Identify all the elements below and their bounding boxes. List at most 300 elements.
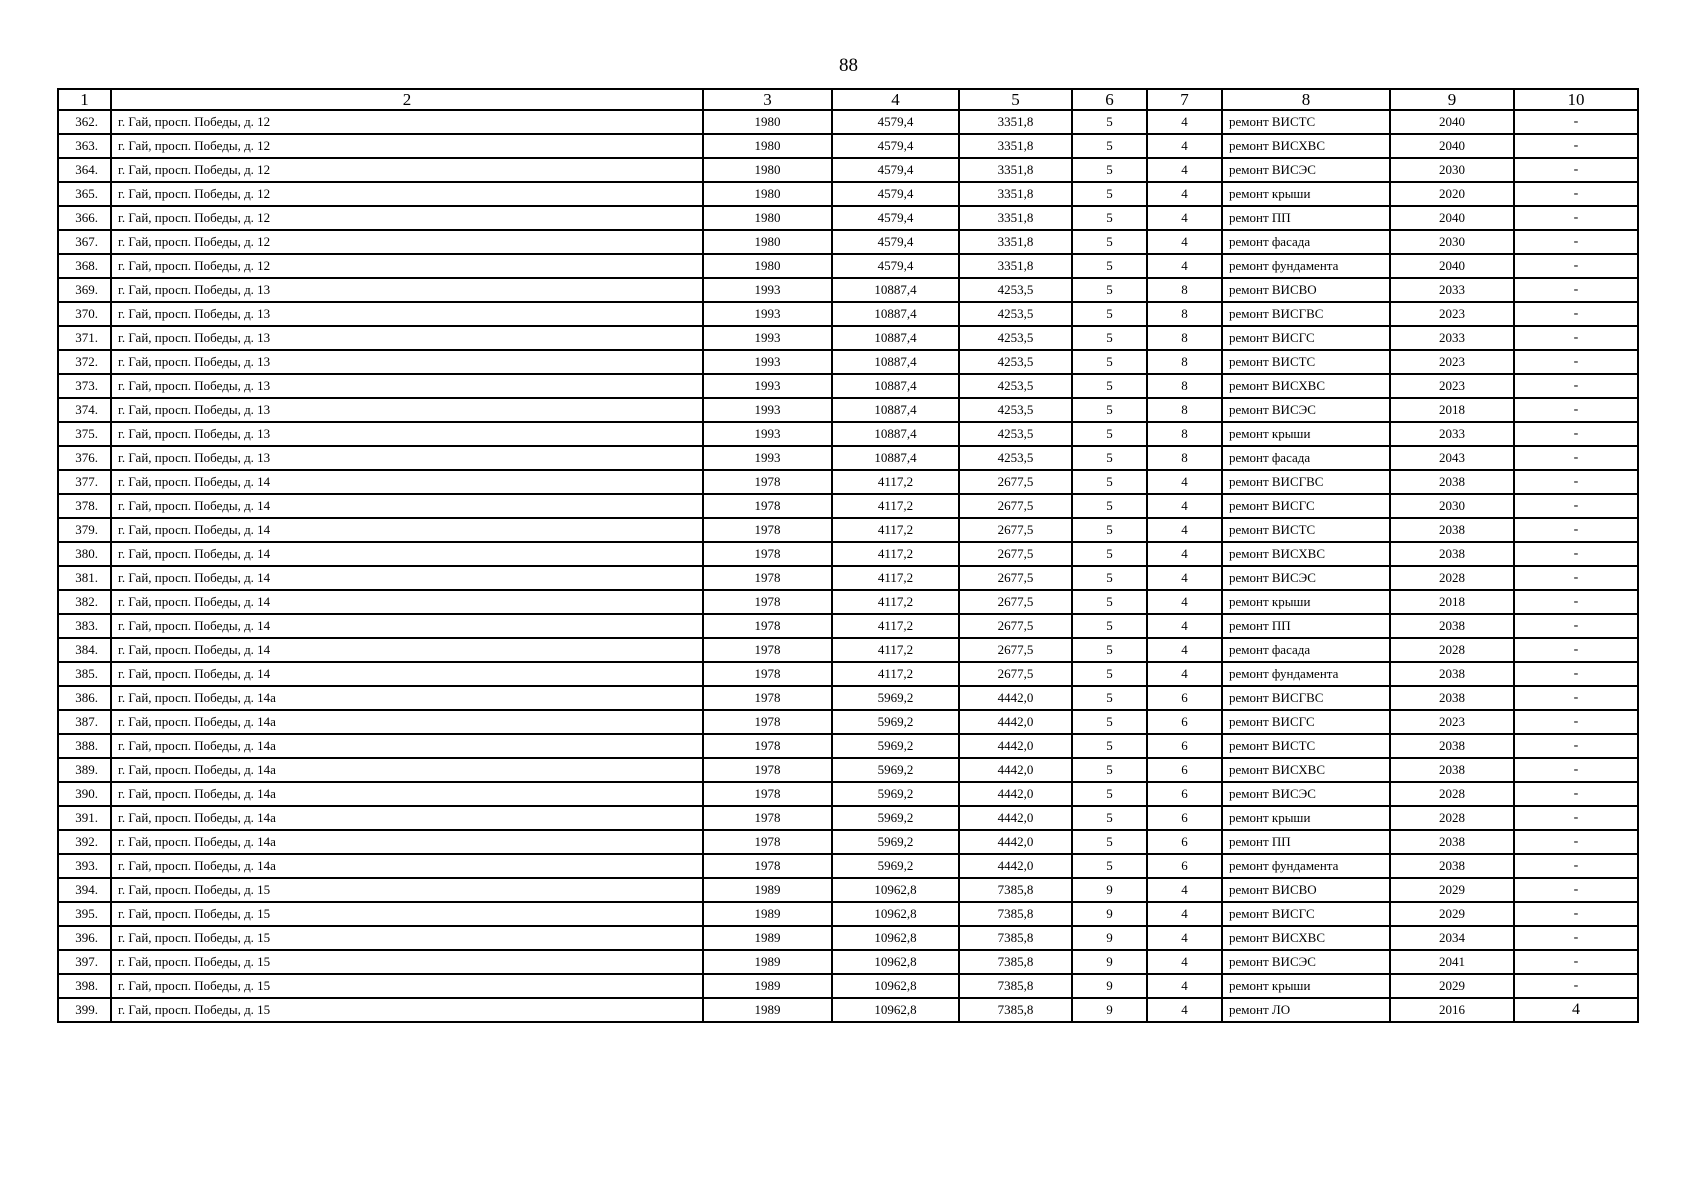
living-area-cell: 4253,5 [959, 326, 1072, 350]
work-type-cell: ремонт ВИСТС [1222, 350, 1390, 374]
year-built-cell: 1978 [703, 590, 832, 614]
living-area-cell: 3351,8 [959, 206, 1072, 230]
table-row [58, 422, 1638, 446]
living-area-cell: 2677,5 [959, 518, 1072, 542]
column-10-cell: - [1514, 182, 1638, 206]
living-area-cell: 7385,8 [959, 926, 1072, 950]
column-10-cell: - [1514, 902, 1638, 926]
entrances-cell: 4 [1147, 230, 1222, 254]
living-area-cell: 4442,0 [959, 806, 1072, 830]
work-type-cell: ремонт крыши [1222, 422, 1390, 446]
year-built-cell: 1980 [703, 206, 832, 230]
floors-cell: 5 [1072, 854, 1147, 878]
column-header: 3 [703, 89, 832, 110]
work-type-cell: ремонт ВИСВО [1222, 878, 1390, 902]
address-cell: г. Гай, просп. Победы, д. 14 [111, 518, 703, 542]
column-10-cell: - [1514, 782, 1638, 806]
row-number-cell: 379. [58, 518, 111, 542]
address-cell: г. Гай, просп. Победы, д. 14а [111, 758, 703, 782]
entrances-cell: 6 [1147, 686, 1222, 710]
living-area-cell: 3351,8 [959, 158, 1072, 182]
floors-cell: 5 [1072, 134, 1147, 158]
work-type-cell: ремонт ВИСВО [1222, 278, 1390, 302]
planned-year-cell: 2038 [1390, 854, 1514, 878]
table-row [58, 446, 1638, 470]
row-number-cell: 375. [58, 422, 111, 446]
planned-year-cell: 2028 [1390, 566, 1514, 590]
column-header: 2 [111, 89, 703, 110]
work-type-cell: ремонт ВИСГС [1222, 902, 1390, 926]
column-10-cell: - [1514, 662, 1638, 686]
address-cell: г. Гай, просп. Победы, д. 14а [111, 734, 703, 758]
floors-cell: 5 [1072, 542, 1147, 566]
entrances-cell: 4 [1147, 494, 1222, 518]
planned-year-cell: 2023 [1390, 302, 1514, 326]
living-area-cell: 4253,5 [959, 350, 1072, 374]
address-cell: г. Гай, просп. Победы, д. 14а [111, 830, 703, 854]
living-area-cell: 4253,5 [959, 302, 1072, 326]
column-10-cell: - [1514, 566, 1638, 590]
living-area-cell: 7385,8 [959, 878, 1072, 902]
entrances-cell: 4 [1147, 206, 1222, 230]
table-row [58, 806, 1638, 830]
year-built-cell: 1978 [703, 662, 832, 686]
total-area-cell: 10887,4 [832, 326, 959, 350]
entrances-cell: 6 [1147, 782, 1222, 806]
table-row [58, 854, 1638, 878]
year-built-cell: 1978 [703, 710, 832, 734]
row-number-cell: 387. [58, 710, 111, 734]
work-type-cell: ремонт ВИСГВС [1222, 686, 1390, 710]
row-number-cell: 385. [58, 662, 111, 686]
entrances-cell: 6 [1147, 854, 1222, 878]
column-header: 8 [1222, 89, 1390, 110]
year-built-cell: 1978 [703, 614, 832, 638]
floors-cell: 5 [1072, 230, 1147, 254]
total-area-cell: 4579,4 [832, 182, 959, 206]
column-10-cell: - [1514, 710, 1638, 734]
row-number-cell: 378. [58, 494, 111, 518]
column-10-cell: - [1514, 206, 1638, 230]
living-area-cell: 4442,0 [959, 830, 1072, 854]
planned-year-cell: 2030 [1390, 230, 1514, 254]
total-area-cell: 4579,4 [832, 206, 959, 230]
entrances-cell: 4 [1147, 182, 1222, 206]
planned-year-cell: 2038 [1390, 830, 1514, 854]
table-row [58, 350, 1638, 374]
floors-cell: 5 [1072, 518, 1147, 542]
planned-year-cell: 2038 [1390, 662, 1514, 686]
entrances-cell: 4 [1147, 470, 1222, 494]
total-area-cell: 5969,2 [832, 782, 959, 806]
planned-year-cell: 2029 [1390, 974, 1514, 998]
year-built-cell: 1993 [703, 302, 832, 326]
entrances-cell: 4 [1147, 110, 1222, 134]
entrances-cell: 8 [1147, 446, 1222, 470]
table-row [58, 686, 1638, 710]
row-number-cell: 391. [58, 806, 111, 830]
address-cell: г. Гай, просп. Победы, д. 14 [111, 470, 703, 494]
row-number-cell: 392. [58, 830, 111, 854]
address-cell: г. Гай, просп. Победы, д. 14а [111, 686, 703, 710]
page-number: 88 [839, 55, 858, 76]
address-cell: г. Гай, просп. Победы, д. 14 [111, 590, 703, 614]
entrances-cell: 4 [1147, 518, 1222, 542]
table-row [58, 134, 1638, 158]
address-cell: г. Гай, просп. Победы, д. 12 [111, 182, 703, 206]
work-type-cell: ремонт фасада [1222, 230, 1390, 254]
floors-cell: 5 [1072, 326, 1147, 350]
planned-year-cell: 2033 [1390, 326, 1514, 350]
address-cell: г. Гай, просп. Победы, д. 14а [111, 806, 703, 830]
floors-cell: 5 [1072, 686, 1147, 710]
entrances-cell: 6 [1147, 710, 1222, 734]
planned-year-cell: 2023 [1390, 374, 1514, 398]
year-built-cell: 1993 [703, 422, 832, 446]
entrances-cell: 4 [1147, 158, 1222, 182]
table-row [58, 710, 1638, 734]
entrances-cell: 4 [1147, 566, 1222, 590]
table-row [58, 782, 1638, 806]
year-built-cell: 1993 [703, 374, 832, 398]
row-number-cell: 370. [58, 302, 111, 326]
row-number-cell: 395. [58, 902, 111, 926]
year-built-cell: 1978 [703, 686, 832, 710]
total-area-cell: 10887,4 [832, 278, 959, 302]
total-area-cell: 10887,4 [832, 350, 959, 374]
table-row [58, 398, 1638, 422]
year-built-cell: 1978 [703, 470, 832, 494]
row-number-cell: 364. [58, 158, 111, 182]
work-type-cell: ремонт фундамента [1222, 662, 1390, 686]
floors-cell: 5 [1072, 590, 1147, 614]
floors-cell: 5 [1072, 350, 1147, 374]
year-built-cell: 1993 [703, 278, 832, 302]
work-type-cell: ремонт ВИСГВС [1222, 470, 1390, 494]
row-number-cell: 397. [58, 950, 111, 974]
floors-cell: 5 [1072, 422, 1147, 446]
living-area-cell: 3351,8 [959, 230, 1072, 254]
work-type-cell: ремонт фундамента [1222, 254, 1390, 278]
year-built-cell: 1993 [703, 398, 832, 422]
address-cell: г. Гай, просп. Победы, д. 13 [111, 446, 703, 470]
living-area-cell: 4442,0 [959, 758, 1072, 782]
table-row [58, 230, 1638, 254]
row-number-cell: 399. [58, 998, 111, 1022]
planned-year-cell: 2043 [1390, 446, 1514, 470]
entrances-cell: 8 [1147, 398, 1222, 422]
row-number-cell: 371. [58, 326, 111, 350]
work-type-cell: ремонт крыши [1222, 590, 1390, 614]
table-row [58, 926, 1638, 950]
living-area-cell: 2677,5 [959, 470, 1072, 494]
total-area-cell: 4117,2 [832, 590, 959, 614]
repair-schedule-table [57, 88, 1639, 1023]
living-area-cell: 7385,8 [959, 950, 1072, 974]
work-type-cell: ремонт ВИСЭС [1222, 158, 1390, 182]
row-number-cell: 384. [58, 638, 111, 662]
entrances-cell: 4 [1147, 614, 1222, 638]
column-number-row [58, 89, 1638, 110]
planned-year-cell: 2040 [1390, 254, 1514, 278]
column-10-cell: 4 [1514, 998, 1638, 1022]
table-row [58, 998, 1638, 1022]
address-cell: г. Гай, просп. Победы, д. 13 [111, 326, 703, 350]
total-area-cell: 4117,2 [832, 566, 959, 590]
column-10-cell: - [1514, 878, 1638, 902]
floors-cell: 5 [1072, 446, 1147, 470]
work-type-cell: ремонт крыши [1222, 182, 1390, 206]
entrances-cell: 8 [1147, 326, 1222, 350]
address-cell: г. Гай, просп. Победы, д. 15 [111, 902, 703, 926]
address-cell: г. Гай, просп. Победы, д. 13 [111, 374, 703, 398]
column-10-cell: - [1514, 350, 1638, 374]
floors-cell: 5 [1072, 734, 1147, 758]
total-area-cell: 4117,2 [832, 662, 959, 686]
total-area-cell: 4579,4 [832, 134, 959, 158]
address-cell: г. Гай, просп. Победы, д. 12 [111, 110, 703, 134]
row-number-cell: 369. [58, 278, 111, 302]
entrances-cell: 8 [1147, 350, 1222, 374]
table-body [58, 110, 1638, 1022]
work-type-cell: ремонт ВИСХВС [1222, 758, 1390, 782]
total-area-cell: 5969,2 [832, 830, 959, 854]
column-10-cell: - [1514, 758, 1638, 782]
column-10-cell: - [1514, 158, 1638, 182]
floors-cell: 5 [1072, 758, 1147, 782]
floors-cell: 5 [1072, 494, 1147, 518]
address-cell: г. Гай, просп. Победы, д. 12 [111, 230, 703, 254]
row-number-cell: 396. [58, 926, 111, 950]
work-type-cell: ремонт ВИСГС [1222, 494, 1390, 518]
entrances-cell: 6 [1147, 734, 1222, 758]
column-header: 7 [1147, 89, 1222, 110]
table-row [58, 182, 1638, 206]
year-built-cell: 1989 [703, 878, 832, 902]
year-built-cell: 1989 [703, 950, 832, 974]
table-row [58, 614, 1638, 638]
address-cell: г. Гай, просп. Победы, д. 13 [111, 278, 703, 302]
column-header: 1 [58, 89, 111, 110]
address-cell: г. Гай, просп. Победы, д. 15 [111, 878, 703, 902]
table-row [58, 638, 1638, 662]
entrances-cell: 6 [1147, 830, 1222, 854]
address-cell: г. Гай, просп. Победы, д. 12 [111, 134, 703, 158]
planned-year-cell: 2028 [1390, 806, 1514, 830]
entrances-cell: 4 [1147, 662, 1222, 686]
floors-cell: 5 [1072, 206, 1147, 230]
floors-cell: 5 [1072, 398, 1147, 422]
floors-cell: 5 [1072, 566, 1147, 590]
table-row [58, 758, 1638, 782]
column-10-cell: - [1514, 374, 1638, 398]
work-type-cell: ремонт ВИСТС [1222, 518, 1390, 542]
planned-year-cell: 2028 [1390, 638, 1514, 662]
entrances-cell: 8 [1147, 278, 1222, 302]
planned-year-cell: 2038 [1390, 470, 1514, 494]
address-cell: г. Гай, просп. Победы, д. 14а [111, 710, 703, 734]
address-cell: г. Гай, просп. Победы, д. 14 [111, 614, 703, 638]
planned-year-cell: 2038 [1390, 686, 1514, 710]
column-10-cell: - [1514, 230, 1638, 254]
row-number-cell: 373. [58, 374, 111, 398]
year-built-cell: 1989 [703, 902, 832, 926]
address-cell: г. Гай, просп. Победы, д. 13 [111, 398, 703, 422]
entrances-cell: 4 [1147, 542, 1222, 566]
column-10-cell: - [1514, 254, 1638, 278]
row-number-cell: 394. [58, 878, 111, 902]
planned-year-cell: 2029 [1390, 902, 1514, 926]
work-type-cell: ремонт крыши [1222, 974, 1390, 998]
planned-year-cell: 2038 [1390, 518, 1514, 542]
entrances-cell: 6 [1147, 758, 1222, 782]
floors-cell: 5 [1072, 830, 1147, 854]
entrances-cell: 4 [1147, 638, 1222, 662]
planned-year-cell: 2030 [1390, 158, 1514, 182]
table-row [58, 470, 1638, 494]
entrances-cell: 8 [1147, 422, 1222, 446]
total-area-cell: 4117,2 [832, 638, 959, 662]
floors-cell: 5 [1072, 614, 1147, 638]
total-area-cell: 4579,4 [832, 158, 959, 182]
address-cell: г. Гай, просп. Победы, д. 14 [111, 638, 703, 662]
table-row [58, 494, 1638, 518]
year-built-cell: 1978 [703, 566, 832, 590]
column-10-cell: - [1514, 134, 1638, 158]
work-type-cell: ремонт ПП [1222, 206, 1390, 230]
table-row [58, 830, 1638, 854]
total-area-cell: 10962,8 [832, 950, 959, 974]
planned-year-cell: 2018 [1390, 398, 1514, 422]
row-number-cell: 393. [58, 854, 111, 878]
address-cell: г. Гай, просп. Победы, д. 14а [111, 782, 703, 806]
address-cell: г. Гай, просп. Победы, д. 12 [111, 206, 703, 230]
living-area-cell: 2677,5 [959, 614, 1072, 638]
year-built-cell: 1978 [703, 638, 832, 662]
planned-year-cell: 2023 [1390, 710, 1514, 734]
living-area-cell: 2677,5 [959, 542, 1072, 566]
column-10-cell: - [1514, 638, 1638, 662]
total-area-cell: 5969,2 [832, 734, 959, 758]
floors-cell: 9 [1072, 878, 1147, 902]
work-type-cell: ремонт фасада [1222, 446, 1390, 470]
floors-cell: 5 [1072, 182, 1147, 206]
planned-year-cell: 2030 [1390, 494, 1514, 518]
total-area-cell: 5969,2 [832, 758, 959, 782]
total-area-cell: 10962,8 [832, 878, 959, 902]
total-area-cell: 4117,2 [832, 614, 959, 638]
column-10-cell: - [1514, 326, 1638, 350]
column-header: 6 [1072, 89, 1147, 110]
work-type-cell: ремонт ВИСЭС [1222, 398, 1390, 422]
year-built-cell: 1993 [703, 350, 832, 374]
year-built-cell: 1978 [703, 782, 832, 806]
address-cell: г. Гай, просп. Победы, д. 15 [111, 998, 703, 1022]
column-10-cell: - [1514, 542, 1638, 566]
work-type-cell: ремонт ЛО [1222, 998, 1390, 1022]
work-type-cell: ремонт ВИСГВС [1222, 302, 1390, 326]
living-area-cell: 4253,5 [959, 374, 1072, 398]
column-10-cell: - [1514, 302, 1638, 326]
table-row [58, 326, 1638, 350]
table-row [58, 518, 1638, 542]
floors-cell: 9 [1072, 926, 1147, 950]
row-number-cell: 365. [58, 182, 111, 206]
year-built-cell: 1989 [703, 998, 832, 1022]
work-type-cell: ремонт ВИСЭС [1222, 782, 1390, 806]
work-type-cell: ремонт крыши [1222, 806, 1390, 830]
living-area-cell: 7385,8 [959, 998, 1072, 1022]
living-area-cell: 4442,0 [959, 734, 1072, 758]
table-row [58, 590, 1638, 614]
row-number-cell: 380. [58, 542, 111, 566]
total-area-cell: 10887,4 [832, 422, 959, 446]
total-area-cell: 4117,2 [832, 542, 959, 566]
work-type-cell: ремонт ВИСТС [1222, 110, 1390, 134]
address-cell: г. Гай, просп. Победы, д. 14 [111, 542, 703, 566]
year-built-cell: 1993 [703, 326, 832, 350]
column-10-cell: - [1514, 422, 1638, 446]
work-type-cell: ремонт ВИСЭС [1222, 950, 1390, 974]
living-area-cell: 4253,5 [959, 278, 1072, 302]
floors-cell: 5 [1072, 806, 1147, 830]
planned-year-cell: 2028 [1390, 782, 1514, 806]
total-area-cell: 4117,2 [832, 470, 959, 494]
column-header: 4 [832, 89, 959, 110]
row-number-cell: 374. [58, 398, 111, 422]
floors-cell: 5 [1072, 110, 1147, 134]
floors-cell: 5 [1072, 254, 1147, 278]
address-cell: г. Гай, просп. Победы, д. 15 [111, 926, 703, 950]
total-area-cell: 10962,8 [832, 974, 959, 998]
year-built-cell: 1980 [703, 182, 832, 206]
column-header: 10 [1514, 89, 1638, 110]
column-10-cell: - [1514, 950, 1638, 974]
table-row [58, 206, 1638, 230]
row-number-cell: 372. [58, 350, 111, 374]
total-area-cell: 5969,2 [832, 686, 959, 710]
row-number-cell: 377. [58, 470, 111, 494]
entrances-cell: 4 [1147, 590, 1222, 614]
planned-year-cell: 2041 [1390, 950, 1514, 974]
living-area-cell: 2677,5 [959, 590, 1072, 614]
planned-year-cell: 2038 [1390, 758, 1514, 782]
work-type-cell: ремонт ПП [1222, 614, 1390, 638]
row-number-cell: 383. [58, 614, 111, 638]
year-built-cell: 1978 [703, 494, 832, 518]
entrances-cell: 8 [1147, 374, 1222, 398]
floors-cell: 5 [1072, 302, 1147, 326]
living-area-cell: 7385,8 [959, 902, 1072, 926]
work-type-cell: ремонт ВИСХВС [1222, 134, 1390, 158]
living-area-cell: 4442,0 [959, 686, 1072, 710]
work-type-cell: ремонт ВИСТС [1222, 734, 1390, 758]
entrances-cell: 6 [1147, 806, 1222, 830]
floors-cell: 5 [1072, 278, 1147, 302]
year-built-cell: 1978 [703, 542, 832, 566]
entrances-cell: 4 [1147, 926, 1222, 950]
row-number-cell: 386. [58, 686, 111, 710]
living-area-cell: 4442,0 [959, 710, 1072, 734]
row-number-cell: 389. [58, 758, 111, 782]
work-type-cell: ремонт ВИСХВС [1222, 374, 1390, 398]
year-built-cell: 1993 [703, 446, 832, 470]
living-area-cell: 4253,5 [959, 446, 1072, 470]
year-built-cell: 1978 [703, 734, 832, 758]
work-type-cell: ремонт фасада [1222, 638, 1390, 662]
total-area-cell: 5969,2 [832, 806, 959, 830]
column-10-cell: - [1514, 590, 1638, 614]
